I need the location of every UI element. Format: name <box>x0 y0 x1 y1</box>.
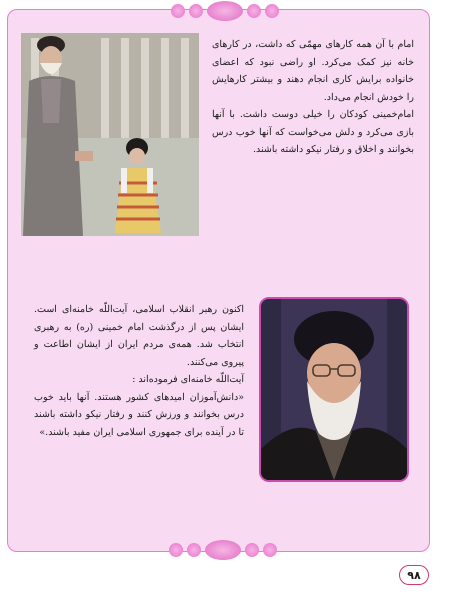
photo-portrait-leader <box>259 297 409 482</box>
bottom-ornament <box>148 539 298 561</box>
paragraph: امام‌خمینی کودکان را خیلی دوست داشت. با آنها بازی می‌کرد و دلش می‌خواست که آنها خوب درس بخوانند و اخلاق و رفتار نیکو داشته باشند. <box>212 109 414 155</box>
text-section-2 <box>34 301 244 441</box>
quote-paragraph: «دانش‌آموزان امیدهای کشور هستند. آنها باید خوب درس بخوانند و ورزش کنند و رفتار نیکو داشته باشند تا در آینده برای جمهوری اسلامی ایران مفید باشند.» <box>34 391 244 438</box>
page-number: ۹۸ <box>399 565 429 585</box>
text-section-1 <box>212 36 414 159</box>
photo-imam-with-child <box>21 33 199 236</box>
paragraph: آیت‌اللّه خامنه‌ای فرموده‌اند : <box>132 374 244 385</box>
top-ornament <box>150 0 300 22</box>
paragraph: امام با آن همه کارهای مهمّی که داشت، در کارهای خانه نیز کمک می‌کرد. او راضی نبود که اعضای خانواده برایش کاری انجام دهند و بیشتر کارهایش را خودش انجام می‌داد. <box>212 39 414 103</box>
paragraph: اکنون رهبر انقلاب اسلامی، آیت‌اللّه خامنه‌ای است. ایشان پس از درگذشت امام خمینی (ره) به رهبری انتخاب شد. همه‌ی مردم ایران از ایشان اطاعت و پیروی می‌کنند. <box>34 304 244 368</box>
